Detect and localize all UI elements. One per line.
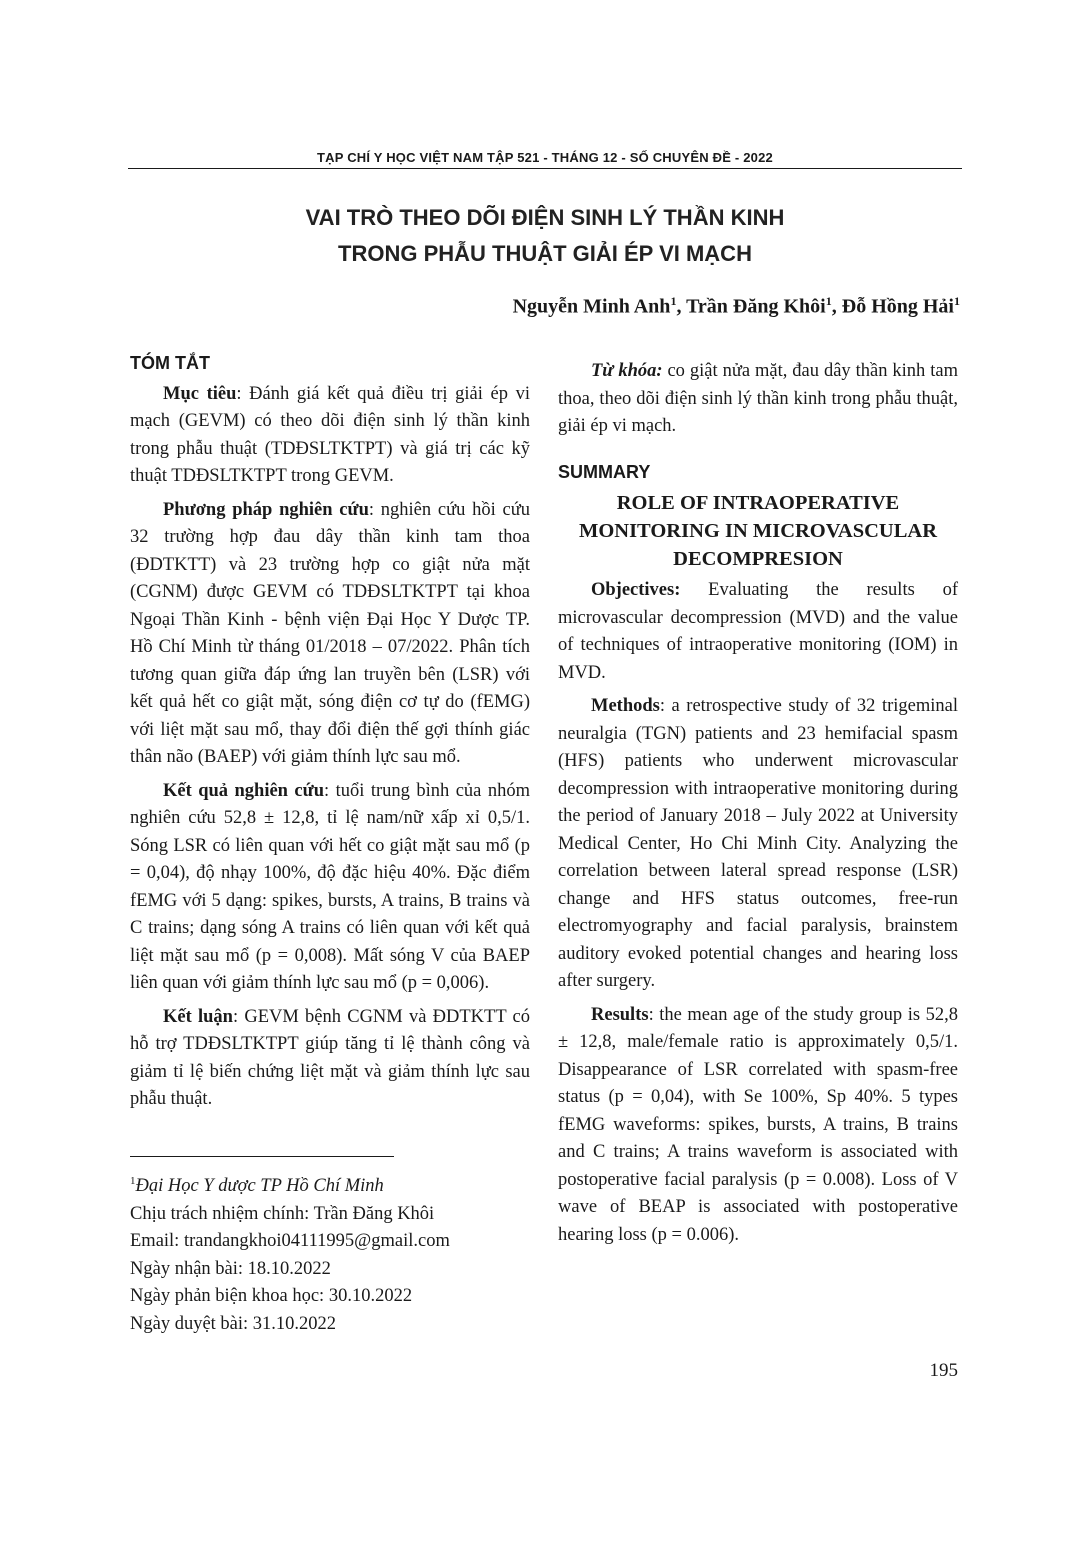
author-affiliation-mark: 1: [670, 294, 677, 308]
en-objectives-paragraph: [558, 577, 958, 687]
en-title-line-3: DECOMPRESION: [673, 548, 843, 570]
en-results-text: : the mean age of the study group is 52,8 ± 12,8, male/female ratio is approximately 0,5/1. Disappearance of LSR correlated with spasm-free status (p = 0,04), with Se 100%, Sp 40%. 5 types fEMG waveforms: spikes, bursts, A trains, B trains and C trains; A trains waveform is associated with postoperative facial paralysis (p = 0.008). Loss of V wave of BEAP is associated with postoperative hearing loss (p = 0.006).: [558, 1004, 958, 1245]
author-separator: ,: [831, 295, 842, 318]
en-methods-paragraph: [558, 693, 958, 996]
vi-keywords-paragraph: [558, 358, 958, 441]
title-line-1: VAI TRÒ THEO DÕI ĐIỆN SINH LÝ THẦN KINH: [305, 205, 785, 230]
vi-abstract-heading: TÓM TẮT: [130, 353, 210, 373]
en-methods-label: Methods: [591, 696, 660, 716]
header-rule: [128, 168, 962, 169]
vi-methods-label: Phương pháp nghiên cứu: [163, 499, 369, 520]
footnote-accepted: Ngày duyệt bài: 31.10.2022: [130, 1313, 337, 1334]
en-abstract-heading: SUMMARY: [558, 461, 651, 482]
left-column: [130, 350, 530, 1120]
author-list: [513, 294, 960, 319]
vi-objective-text: : Đánh giá kết quả điều trị giải ép vi mạch (GEVM) có theo dõi điện sinh lý thần kinh trong phẫu thuật (TDĐSLTKTPT) và giá trị các kỹ thuật TDĐSLTKTPT trong GEVM.: [130, 383, 530, 486]
en-objectives-label: Objectives:: [591, 580, 681, 600]
vi-objective-paragraph: [130, 381, 530, 491]
footnotes: [130, 1168, 530, 1338]
en-objectives-text: Evaluating the results of microvascular decompression (MVD) and the value of techniques of intraoperative monitoring (IOM) in MVD.: [558, 580, 958, 683]
vi-methods-text: : nghiên cứu hồi cứu 32 trường hợp đau dây thần kinh tam thoa (ĐDTKTT) và 23 trường hợp co giật nửa mặt (CGNM) được GEVM có TDĐSLTKTPT tại khoa Ngoại Thần Kinh - bệnh viện Đại Học Y Dược TP. Hồ Chí Minh từ tháng 01/2018 – 07/2022. Phân tích tương quan giữa đáp ứng lan truyền bên (LSR) với kết quả hết co giật mặt, sóng điện cơ tự do (fEMG) với liệt mặt sau mổ, thay đổi điện thế gợi thính giác thân não (BAEP) với giảm thính lực sau mổ.: [130, 499, 530, 767]
footnote-affiliation: [130, 1168, 530, 1201]
footnote-rule: [130, 1156, 394, 1157]
author-affiliation-mark: 1: [825, 294, 832, 308]
en-results-paragraph: [558, 1002, 958, 1250]
footnote-received: Ngày nhận bài: 18.10.2022: [130, 1258, 331, 1279]
en-methods-text: : a retrospective study of 32 trigeminal neuralgia (TGN) patients and 23 hemifacial spasm (HFS) patients who underwent microvascular decompression with intraoperative monitoring during the period of January 2018 – July 2022 at University Medical Center, Ho Chi Minh City. Analyzing the correlation between lateral spread response (LSR) change and HFS status outcomes, free-run electromyography and facial paralysis, brainstem auditory evoked potential changes and hearing loss after surgery.: [558, 696, 958, 991]
affiliation-text: Đại Học Y dược TP Hồ Chí Minh: [135, 1176, 384, 1197]
page-number: 195: [929, 1360, 958, 1381]
footnote-email: Email: trandangkhoi04111995@gmail.com: [130, 1231, 450, 1252]
vi-keywords-label: Từ khóa:: [591, 361, 663, 381]
title-line-2: TRONG PHẪU THUẬT GIẢI ÉP VI MẠCH: [338, 241, 752, 266]
vi-results-text: : tuổi trung bình của nhóm nghiên cứu 52,8 ± 12,8, tỉ lệ nam/nữ xấp xỉ 0,5/1. Sóng LSR có liên quan với hết co giật mặt sau mổ (p = 0,04), độ nhạy 100%, độ đặc hiệu 40%. Đặc điểm fEMG với 5 dạng: spikes, bursts, A trains, B trains và C trains; dạng sóng A trains có liên quan với kết quả liệt mặt sau mổ (p = 0,008). Mất sóng V của BAEP liên quan với giảm thính lực sau mổ (p = 0,006).: [130, 780, 530, 993]
paper-title: [128, 200, 962, 272]
en-title-line-2: MONITORING IN MICROVASCULAR: [578, 520, 938, 542]
affiliation-mark: 1: [130, 1175, 136, 1187]
author-name: Trần Đăng Khôi: [686, 295, 826, 318]
author-name: Nguyễn Minh Anh: [512, 295, 671, 318]
right-column: [558, 352, 958, 1255]
vi-keywords-text: co giật nửa mặt, đau dây thần kinh tam thoa, theo dõi điện sinh lý thần kinh trong phẫu thuật, giải ép vi mạch.: [558, 361, 958, 436]
vi-objective-label: Mục tiêu: [163, 383, 237, 404]
author-separator: ,: [676, 295, 687, 318]
vi-methods-paragraph: [130, 497, 530, 772]
journal-header: TẠP CHÍ Y HỌC VIỆT NAM TẬP 521 - THÁNG 12 - SỐ CHUYÊN ĐỀ - 2022: [317, 150, 773, 165]
en-title-line-1: ROLE OF INTRAOPERATIVE: [616, 492, 900, 514]
vi-results-paragraph: [130, 778, 530, 998]
en-title: [558, 489, 958, 573]
footnote-reviewed: Ngày phản biện khoa học: 30.10.2022: [130, 1286, 413, 1307]
author-affiliation-mark: 1: [954, 294, 960, 308]
vi-conclusion-label: Kết luận: [163, 1006, 233, 1027]
author-name: Đỗ Hồng Hải: [841, 295, 954, 318]
footnote-corresponding: Chịu trách nhiệm chính: Trần Đăng Khôi: [130, 1203, 435, 1224]
vi-results-label: Kết quả nghiên cứu: [163, 780, 325, 801]
vi-conclusion-text: : GEVM bệnh CGNM và ĐDTKTT có hỗ trợ TDĐSLTKTPT giúp tăng tỉ lệ thành công và giảm tỉ lệ biến chứng liệt mặt và giảm thính lực sau phẫu thuật.: [130, 1006, 530, 1109]
vi-conclusion-paragraph: [130, 1004, 530, 1114]
en-results-label: Results: [591, 1004, 649, 1025]
